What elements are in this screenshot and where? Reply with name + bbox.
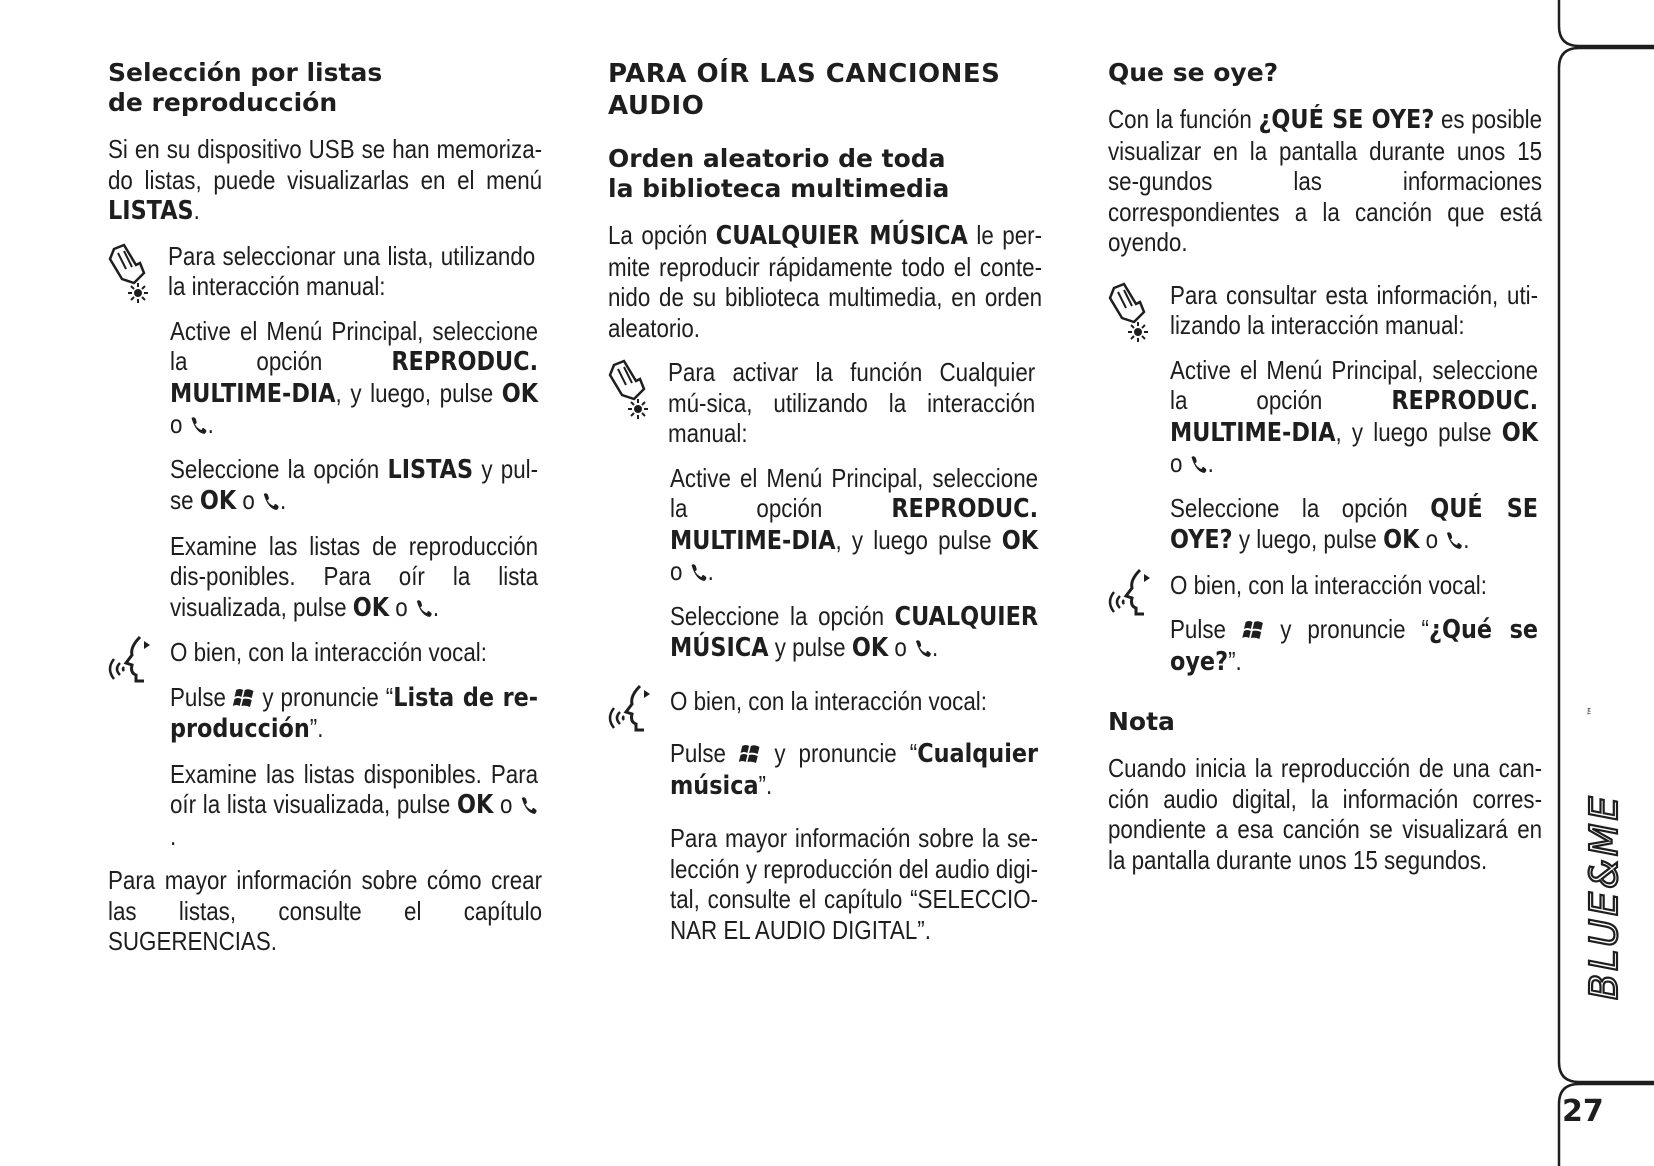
blue-and-me-logo — [1575, 700, 1635, 1000]
manual-intro: Para activar la función Cualquier mú-sica, utilizando la interacción manual: — [668, 357, 1036, 448]
voice-step-1: Pulse y pronuncie “Cualquier música”. — [670, 738, 1039, 801]
phone-icon — [189, 415, 208, 435]
voice-speaking-icon — [104, 633, 158, 693]
hand-pointer-icon — [606, 359, 656, 423]
step-1: Active el Menú Principal, seleccione la opción REPRODUC. MULTIME-DIA, y luego pulse OK o . — [1170, 354, 1539, 478]
manual-interaction-block — [108, 241, 542, 302]
voice-intro: O bien, con la interacción vocal: — [170, 637, 487, 667]
manual-intro: Para consultar esta información, uti-lizando la interacción manual: — [1170, 279, 1539, 340]
voice-button-icon — [1242, 618, 1264, 642]
paragraph-more-info: Para mayor información sobre cómo crear las listas, consulte el capítulo SUGERENCIAS. — [108, 865, 543, 956]
step-2: Seleccione la opción CUALQUIER MÚSICA y pulse OK o . — [670, 600, 1039, 663]
hand-pointer-icon — [1106, 282, 1156, 346]
brand-text: BLUE&ME — [1582, 793, 1626, 1000]
voice-step-2: Para mayor información sobre la se-lección y reproducción del audio digi-tal, consulte el capítulo “SELECCIO-NAR EL AUDIO DIGITAL”. — [670, 823, 1039, 945]
paragraph-shuffle-intro: La opción CUALQUIER MÚSICA le per-mite reproducir rápidamente todo el conte-nido de su biblioteca multimedia, en orden aleatorio. — [608, 220, 1043, 343]
manual-interaction-block — [608, 357, 1042, 449]
step-2: Seleccione la opción QUÉ SE OYE? y luego, pulse OK o . — [1170, 492, 1539, 555]
step-1: Active el Menú Principal, seleccione la opción REPRODUC. MULTIME-DIA, y luego, pulse OK o . — [170, 315, 539, 439]
phone-icon — [913, 638, 932, 658]
voice-button-icon — [233, 686, 255, 710]
voice-intro: O bien, con la interacción vocal: — [670, 685, 987, 716]
phone-icon — [1189, 454, 1208, 474]
voice-button-icon — [739, 742, 761, 766]
step-3: Examine las listas de reproducción dis-ponibles. Para oír la lista visualizada, pulse OK o . — [170, 530, 539, 623]
paragraph-whats-playing-intro: Con la función ¿QUÉ SE OYE? es posible visualizar en la pantalla durante unos 15 se-gundos las informaciones correspondientes a la canción que está oyendo. — [1108, 104, 1543, 257]
phone-icon — [1444, 530, 1463, 550]
phone-icon — [261, 491, 280, 511]
paragraph-playlists-intro: Si en su dispositivo USB se han memoriza-do listas, puede visualizarlas en el menú LISTAS. — [108, 134, 543, 226]
step-1: Active el Menú Principal, seleccione la opción REPRODUC. MULTIME-DIA, y luego pulse OK o . — [670, 462, 1039, 586]
paragraph-note: Cuando inicia la reproducción de una can-ción audio digital, la información corres-pondiente a esa canción se visualizará en la pantalla durante unos 15 segundos. — [1108, 753, 1543, 875]
hand-pointer-icon — [106, 243, 156, 307]
voice-step-1: Pulse y pronuncie “¿Qué se oye?”. — [1170, 614, 1539, 677]
voice-step-2: Examine las listas disponibles. Para oír la lista visualizada, pulse OK o . — [170, 758, 539, 851]
voice-speaking-icon — [1104, 566, 1158, 626]
voice-step-1: Pulse y pronuncie “Lista de re-producción”. — [170, 681, 539, 744]
phone-icon — [689, 562, 708, 582]
phone-icon — [414, 598, 433, 618]
page-number: 27 — [1562, 1094, 1604, 1129]
voice-interaction-block — [608, 686, 1042, 802]
voice-speaking-icon — [604, 682, 658, 742]
manual-interaction-block — [1108, 280, 1542, 341]
column-3 — [1108, 58, 1542, 875]
voice-intro: O bien, con la interacción vocal: — [1170, 569, 1487, 600]
column-1 — [108, 58, 542, 957]
voice-interaction-block — [1108, 570, 1542, 678]
manual-intro: Para seleccionar una lista, utilizando la interacción manual: — [168, 240, 536, 301]
trademark: ™ — [1587, 706, 1598, 716]
section-heading-note: Nota — [1108, 707, 1175, 736]
subsection-heading-shuffle: Orden aleatorio de toda la biblioteca multimedia — [608, 144, 950, 203]
section-heading-main: PARA OÍR LAS CANCIONES AUDIO — [608, 59, 1001, 121]
voice-interaction-block — [108, 637, 542, 745]
step-2: Seleccione la opción LISTAS y pul-se OK o . — [170, 453, 539, 516]
column-2 — [608, 58, 1042, 945]
section-heading-playlists: Selección por listas de reproducción — [108, 58, 383, 117]
section-heading-whats-playing: Que se oye? — [1108, 58, 1279, 87]
phone-icon — [519, 795, 538, 815]
